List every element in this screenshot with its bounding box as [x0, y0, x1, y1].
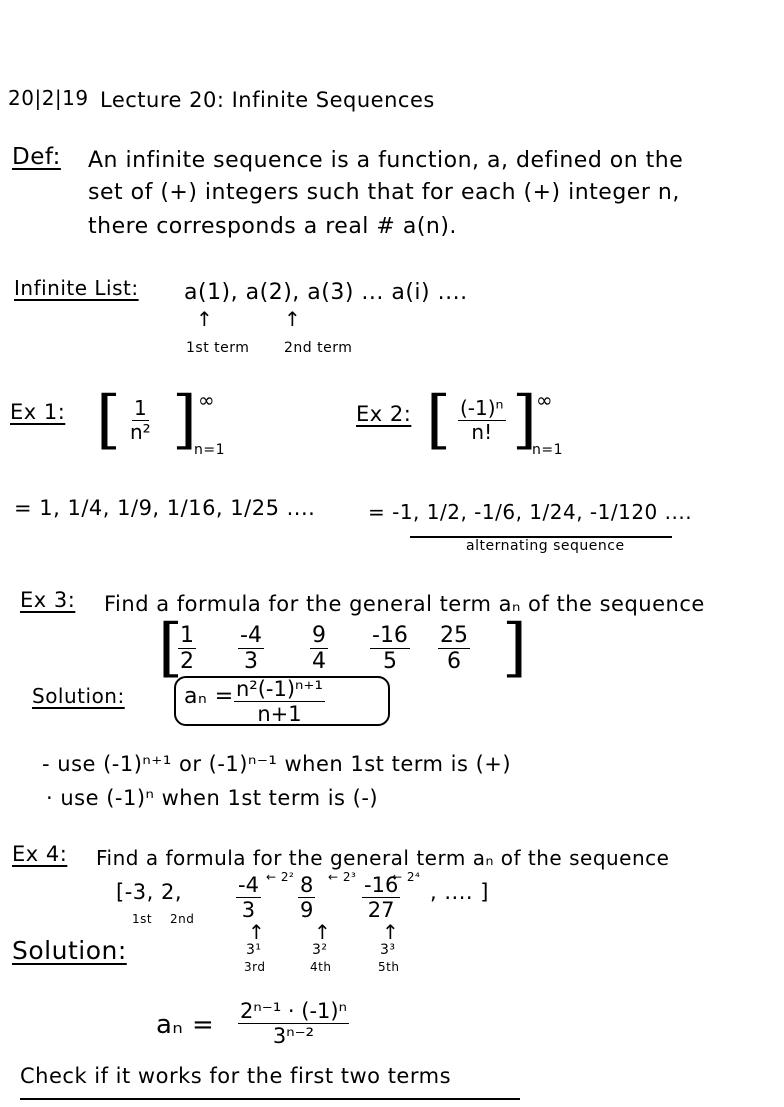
ex4-solution-label: Solution:	[12, 936, 127, 965]
ex4-term-numerator: 8	[300, 873, 314, 897]
ex3-formula-numerator: n²(-1)ⁿ⁺¹	[236, 677, 323, 701]
ex4-power-position: 3rd	[244, 960, 266, 974]
infinite-list-expr: a(1), a(2), a(3) ... a(i) ....	[184, 280, 468, 305]
ex3-sequence-term	[238, 624, 264, 673]
ex3-prompt: Find a formula for the general term aₙ of the sequence	[104, 592, 705, 616]
page-title: Lecture 20: Infinite Sequences	[100, 88, 435, 112]
ex2-label: Ex 2:	[356, 402, 412, 426]
ex1-upper-limit: ∞	[198, 388, 216, 412]
ex3-open-bracket: [	[158, 611, 183, 685]
ex2-close-bracket: ]	[512, 383, 537, 457]
ex3-term-denominator: 6	[447, 649, 461, 675]
ex4-term-note: ← 2⁴	[392, 870, 421, 884]
ex3-term-numerator: 1	[180, 623, 194, 648]
ex4-power-value: 3¹	[246, 942, 262, 958]
first-term-label: 1st term	[186, 340, 250, 356]
ex2-note: alternating sequence	[466, 538, 625, 554]
ex3-formula-lhs: aₙ =	[184, 684, 234, 709]
ex3-sequence-term	[310, 624, 328, 673]
ex2-numerator: (-1)ⁿ	[460, 396, 504, 420]
ex1-denominator: n²	[130, 420, 151, 444]
ex4-power-value: 3²	[312, 942, 328, 958]
ex4-power-position: 5th	[378, 960, 400, 974]
ex3-term-denominator: 5	[382, 649, 397, 675]
ex3-note-2: · use (-1)ⁿ when 1st term is (-)	[46, 786, 379, 810]
ex4-formula-denominator: 3ⁿ⁻²	[272, 1024, 315, 1049]
ex2-denominator: n!	[471, 420, 493, 444]
ex3-term-denominator: 2	[180, 649, 194, 675]
ex4-check-underline	[20, 1098, 520, 1100]
ex2-fraction	[458, 398, 506, 443]
definition-line-3: there corresponds a real # a(n).	[88, 214, 457, 239]
ex3-sequence-term	[438, 624, 470, 673]
ex4-formula-lhs: aₙ =	[156, 1010, 215, 1040]
ex4-sequence-term	[298, 874, 315, 921]
ex4-prompt: Find a formula for the general term aₙ of the sequence	[96, 846, 670, 870]
ex3-solution-label: Solution:	[32, 684, 125, 708]
ex3-term-numerator: 25	[440, 623, 468, 648]
ex2-terms: = -1, 1/2, -1/6, 1/24, -1/120 ....	[368, 500, 693, 524]
ex3-term-denominator: 4	[312, 649, 326, 675]
ex3-close-bracket: ]	[502, 611, 527, 685]
first-term-arrow-icon: ↑	[196, 307, 213, 331]
ex1-numerator: 1	[133, 396, 147, 420]
ex4-term-denominator: 27	[367, 898, 395, 923]
ex1-open-bracket: [	[96, 383, 121, 457]
ex3-note-1: - use (-1)ⁿ⁺¹ or (-1)ⁿ⁻¹ when 1st term is (+)	[42, 752, 512, 776]
ex3-term-numerator: 9	[312, 623, 326, 648]
up-arrow-icon: ↑	[248, 920, 265, 944]
second-term-arrow-icon: ↑	[284, 307, 301, 331]
ex4-term-numerator: -4	[238, 873, 259, 897]
ex2-upper-limit: ∞	[536, 388, 554, 412]
ex4-formula-numerator: 2ⁿ⁻¹ · (-1)ⁿ	[240, 999, 347, 1023]
ex4-position-1st: 1st	[132, 912, 153, 926]
ex4-power-value: 3³	[380, 942, 396, 958]
ex4-sequence-term	[236, 874, 261, 921]
ex4-formula-fraction	[238, 1000, 349, 1047]
ex4-power-position: 4th	[310, 960, 332, 974]
ex4-term-note: ← 2³	[328, 870, 357, 884]
ex3-term-denominator: 3	[243, 649, 258, 675]
infinite-list-label: Infinite List:	[14, 276, 139, 300]
ex4-sequence-close: , .... ]	[430, 880, 489, 904]
ex4-term-numerator: -16	[364, 873, 399, 897]
ex4-term-denominator: 9	[300, 898, 314, 923]
definition-label: Def:	[12, 144, 61, 170]
date: 20|2|19	[8, 86, 89, 110]
ex3-label: Ex 3:	[20, 588, 76, 612]
ex3-formula-denominator: n+1	[257, 702, 302, 727]
ex1-fraction	[128, 398, 153, 443]
ex1-label: Ex 1:	[10, 400, 66, 424]
ex2-lower-limit: n=1	[532, 442, 564, 458]
ex4-sequence-open: [-3, 2,	[116, 880, 183, 904]
definition-line-1: An infinite sequence is a function, a, defined on the	[88, 148, 684, 173]
ex4-position-2nd: 2nd	[170, 912, 195, 926]
up-arrow-icon: ↑	[382, 920, 399, 944]
ex3-term-numerator: -16	[372, 623, 408, 648]
ex1-close-bracket: ]	[172, 383, 197, 457]
ex1-terms: = 1, 1/4, 1/9, 1/16, 1/25 ....	[14, 496, 316, 520]
definition-line-2: set of (+) integers such that for each (+) integer n,	[88, 180, 680, 205]
ex3-formula-fraction	[234, 678, 325, 725]
ex3-term-numerator: -4	[240, 623, 262, 648]
ex3-sequence-term	[178, 624, 196, 673]
ex4-label: Ex 4:	[12, 842, 68, 866]
ex4-term-denominator: 3	[241, 898, 256, 923]
ex1-lower-limit: n=1	[194, 442, 226, 458]
ex2-open-bracket: [	[426, 383, 451, 457]
ex4-term-note: ← 2²	[266, 870, 295, 884]
ex4-check: Check if it works for the first two terms	[20, 1064, 452, 1088]
ex3-sequence-term	[370, 624, 410, 673]
up-arrow-icon: ↑	[314, 920, 331, 944]
second-term-label: 2nd term	[284, 340, 353, 356]
